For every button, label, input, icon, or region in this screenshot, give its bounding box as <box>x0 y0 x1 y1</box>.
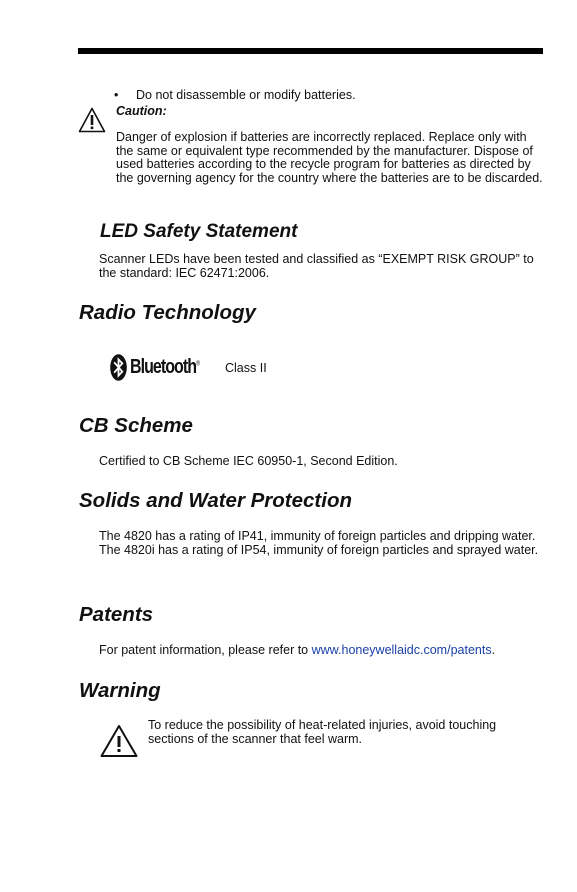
solids-water-heading: Solids and Water Protection <box>79 489 352 512</box>
caution-text: Danger of explosion if batteries are incorrectly replaced. Replace only with the same or equivalent type recommended by the manufacturer. Dispose of used batteries according to the recycle program for batteries as directed by the governing agency for the country where the batteries are to be discarded. <box>116 130 543 185</box>
bluetooth-logo <box>110 353 218 381</box>
patents-text-after: . <box>491 643 496 657</box>
cb-scheme-heading: CB Scheme <box>79 414 193 437</box>
led-safety-heading: LED Safety Statement <box>100 221 298 242</box>
bluetooth-wordmark <box>130 356 200 379</box>
cb-scheme-text: Certified to CB Scheme IEC 60950-1, Second Edition. <box>99 454 398 468</box>
led-safety-text: Scanner LEDs have been tested and classified as “EXEMPT RISK GROUP” to the standard: IEC 62471:2006. <box>99 252 534 280</box>
bluetooth-class-label: Class II <box>225 361 267 375</box>
bluetooth-word: Bluetooth <box>130 355 197 378</box>
warning-text: To reduce the possibility of heat-related injuries, avoid touching sections of the scanner that feel warm. <box>148 718 497 746</box>
patents-text <box>99 644 549 658</box>
warning-triangle-icon <box>100 724 138 758</box>
solids-water-line-4820: The 4820 has a rating of IP41, immunity of foreign particles and dripping water. <box>99 529 536 543</box>
bluetooth-icon <box>110 354 127 381</box>
solids-water-text <box>99 530 539 557</box>
warning-triangle-icon <box>78 107 106 133</box>
bullet-item <box>114 89 554 103</box>
patents-link[interactable]: www.honeywellaidc.com/patents <box>311 643 492 657</box>
bullet-text: Do not disassemble or modify batteries. <box>136 88 356 102</box>
patents-text-before: For patent information, please refer to <box>99 643 312 657</box>
patents-heading: Patents <box>79 603 154 626</box>
radio-technology-heading: Radio Technology <box>79 301 256 324</box>
bullet-symbol: • <box>114 88 119 102</box>
registered-mark: ® <box>196 359 201 367</box>
header-rule <box>78 48 543 54</box>
solids-water-line-4820i: The 4820i has a rating of IP54, immunity of foreign particles and sprayed water. <box>99 542 539 557</box>
warning-heading: Warning <box>79 679 161 702</box>
caution-label: Caution: <box>116 104 167 118</box>
